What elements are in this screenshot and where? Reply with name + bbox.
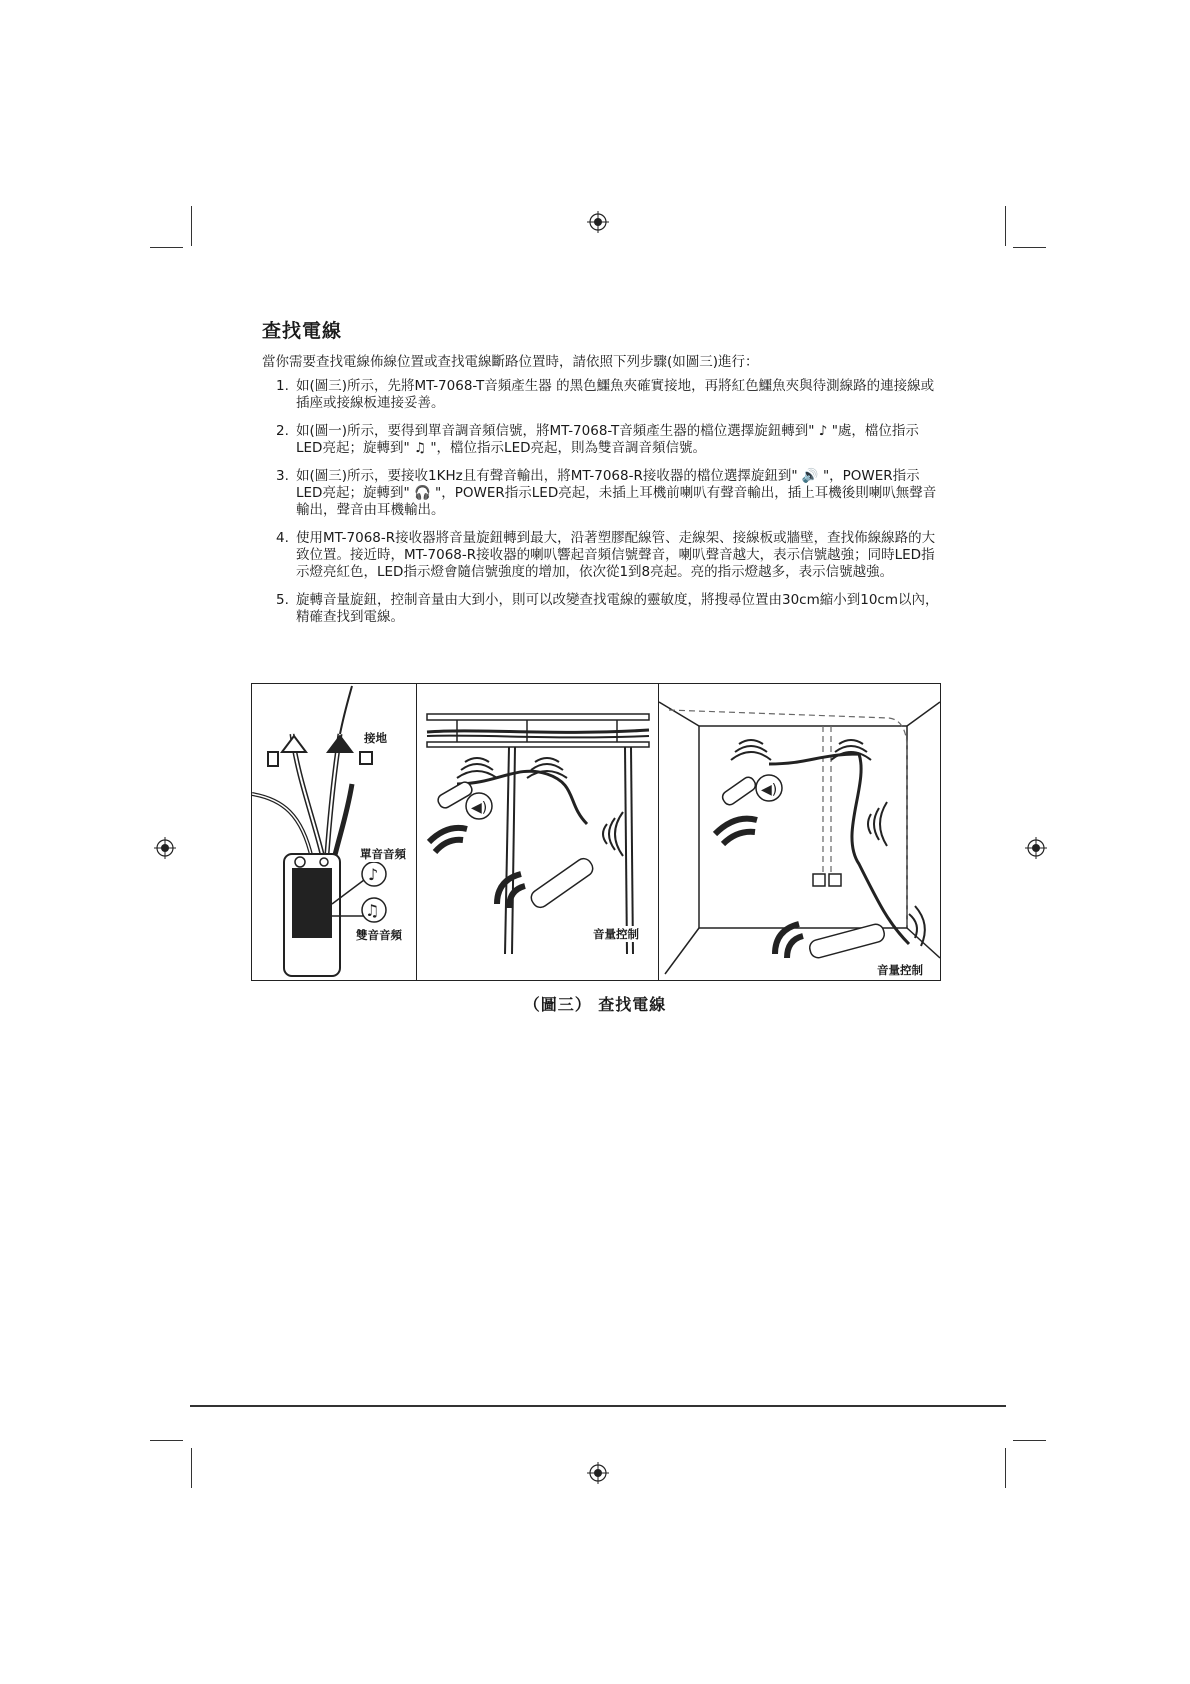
crop-mark <box>1013 1440 1046 1441</box>
room-illustration <box>659 684 940 980</box>
step-item <box>262 378 942 412</box>
dual-tone-label: 雙音音頻 <box>356 928 402 942</box>
step-item <box>262 530 942 581</box>
ground-label: 接地 <box>364 731 387 745</box>
single-tone-label: 單音音頻 <box>360 847 406 861</box>
step-number: 4. <box>276 530 289 546</box>
registration-mark-icon <box>587 1462 609 1484</box>
step-item <box>262 592 942 626</box>
step-item <box>262 468 942 519</box>
svg-text:♫: ♫ <box>365 901 380 920</box>
step-item <box>262 423 942 457</box>
crop-mark <box>150 1440 183 1441</box>
crop-mark <box>1005 206 1006 246</box>
step-number: 5. <box>276 592 289 608</box>
step-text: 如(圖三)所示，要接收1KHz且有聲音輸出，將MT-7068-R接收器的檔位選擇旋鈕到" 🔊 "，POWER指示LED亮起；旋轉到" 🎧 "，POWER指示LED亮起，未插上耳機前喇叭有聲音輸出，插上耳機後則喇叭無聲音輸出，聲音由耳機輸出。 <box>296 468 937 518</box>
step-number: 2. <box>276 423 289 439</box>
volume-control-label: 音量控制 <box>593 927 639 941</box>
crop-mark <box>150 247 183 248</box>
step-number: 3. <box>276 468 289 484</box>
figure-3 <box>251 683 941 981</box>
registration-mark-icon <box>154 837 176 859</box>
step-text: 如(圖三)所示，先將MT-7068-T音頻產生器 的黑色鱷魚夾確實接地，再將紅色鱷魚夾與待測線路的連接線或插座或接線板連接妥善。 <box>296 378 935 411</box>
svg-text:◀): ◀) <box>471 800 488 816</box>
section-intro: 當你需要查找電線佈線位置或查找電線斷路位置時，請依照下列步驟(如圖三)進行： <box>262 354 759 370</box>
svg-text:♪: ♪ <box>368 865 379 884</box>
step-text: 旋轉音量旋鈕，控制音量由大到小，則可以改變查找電線的靈敏度，將搜尋位置由30cm縮小到10cm以內，精確查找到電線。 <box>296 592 939 625</box>
step-text: 如(圖一)所示，要得到單音調音頻信號，將MT-7068-T音頻產生器的檔位選擇旋鈕轉到" ♪ "處，檔位指示LED亮起；旋轉到" ♫ "，檔位指示LED亮起，則為雙音調音頻信號。 <box>296 423 919 456</box>
figure-caption: （圖三） 查找電線 <box>523 995 667 1014</box>
section-title: 查找電線 <box>262 320 343 342</box>
steps-list <box>262 378 942 637</box>
crop-mark <box>1013 247 1046 248</box>
figure-panel-cable-tray <box>417 684 659 980</box>
volume-control-label: 音量控制 <box>877 963 923 977</box>
figure-panel-room <box>659 684 940 980</box>
registration-mark-icon <box>587 211 609 233</box>
step-number: 1. <box>276 378 289 394</box>
crop-mark <box>191 206 192 246</box>
figure-panel-generator <box>252 684 417 980</box>
step-text: 使用MT-7068-R接收器將音量旋鈕轉到最大，沿著塑膠配線管、走線架、接線板或牆壁，查找佈線線路的大致位置。接近時，MT-7068-R接收器的喇叭響起音頻信號聲音，喇叭聲音越大，表示信號越強；同時LED指示燈亮紅色，LED指示燈會隨信號強度的增加，依次從1到8亮起。亮的指示燈越多，表示信號越強。 <box>296 530 936 580</box>
svg-text:◀): ◀) <box>761 782 778 798</box>
registration-mark-icon <box>1025 837 1047 859</box>
crop-mark <box>191 1448 192 1488</box>
crop-mark <box>1005 1448 1006 1488</box>
footer-rule <box>190 1405 1006 1407</box>
